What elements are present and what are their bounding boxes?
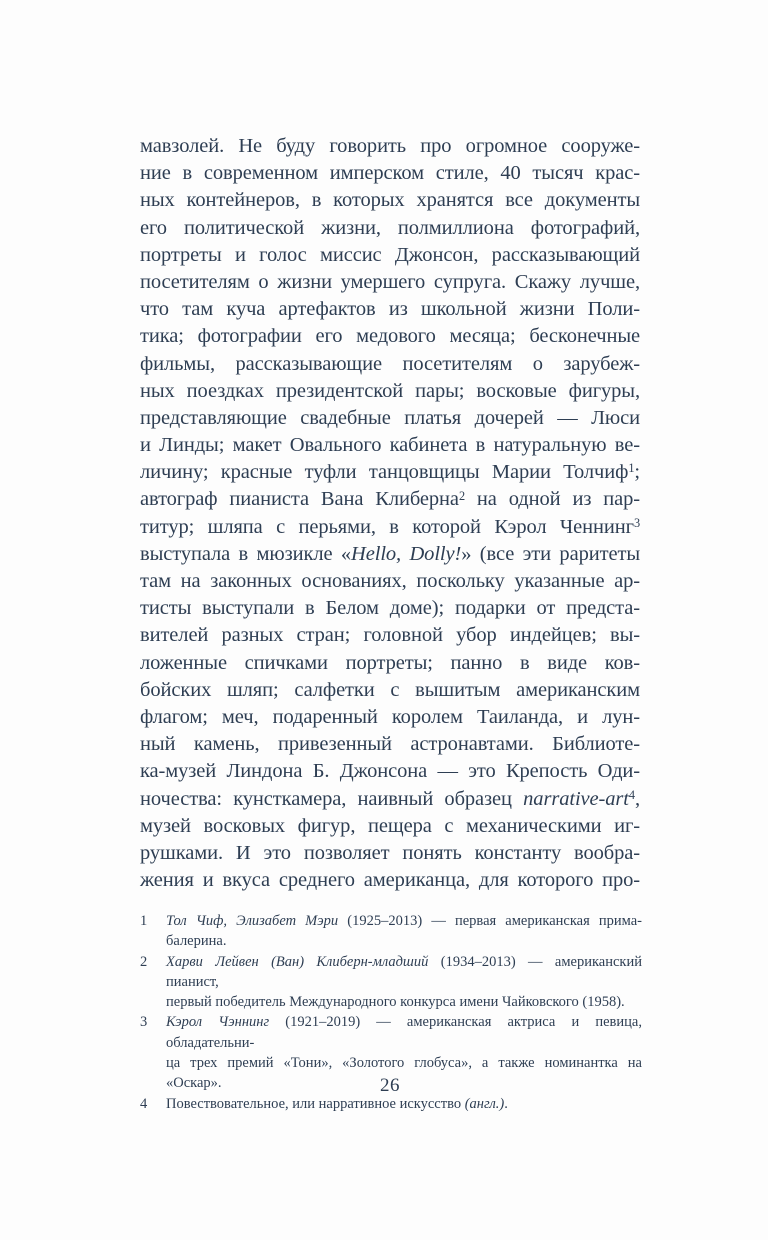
footnote-number: 2 <box>140 953 148 970</box>
text-run: рушками. И это позволяет понять константу вообра- <box>140 841 640 864</box>
text-run: музей восковых фигур, пещера с механическими иг- <box>140 814 640 837</box>
body-line <box>140 758 640 785</box>
text-run: личину; красные туфли танцовщицы Марии Толчиф <box>140 461 629 484</box>
text-run: (1934–2013) — американский пианист, <box>166 953 642 990</box>
text-run: тисты выступали в Белом доме); подарки от предста- <box>140 597 640 620</box>
footnote-text <box>166 911 642 952</box>
text-run: фильмы, рассказывающие посетителям о зарубеж- <box>140 352 640 375</box>
footnote-row <box>140 911 642 952</box>
body-line <box>140 731 640 758</box>
body-line <box>140 813 640 840</box>
text-run: титур; шляпа с перьями, в которой Кэрол Ченнинг <box>140 515 634 538</box>
text-run: ных контейнеров, в которых хранятся все документы <box>140 189 640 212</box>
text-run: . <box>504 1095 508 1112</box>
text-run: вителей разных стран; головной убор индейцев; вы- <box>140 624 640 647</box>
text-run: портреты и голос миссис Джонсон, рассказывающий <box>140 243 640 266</box>
footnote-number: 4 <box>140 1095 148 1112</box>
body-line <box>140 133 640 160</box>
footnote-marker: 2 <box>458 488 465 503</box>
footnote-line <box>166 1012 642 1053</box>
italic-run: Харви Лейвен (Ван) Клиберн-младший <box>166 953 429 970</box>
text-run: что там куча артефактов из школьной жизни Поли- <box>140 298 640 321</box>
text-run: тика; фотографии его медового месяца; бесконечные <box>140 325 640 348</box>
body-line <box>140 514 640 541</box>
body-line <box>140 160 640 187</box>
text-run: ложенные спичками портреты; панно в виде ков- <box>140 651 640 674</box>
text-run: ка-музей Линдона Б. Джонсона — это Крепость Оди- <box>140 760 640 783</box>
body-line <box>140 650 640 677</box>
body-line <box>140 432 640 459</box>
text-run: посетителям о жизни умершего супруга. Скажу лучше, <box>140 270 640 293</box>
body-line <box>140 704 640 731</box>
body-line <box>140 622 640 649</box>
italic-run: (англ.) <box>464 1095 505 1112</box>
footnote-marker: 4 <box>628 787 635 802</box>
footnote-text <box>166 952 642 1013</box>
page-number: 26 <box>380 1075 400 1096</box>
text-run: , <box>634 787 640 810</box>
text-run: ние в современном имперском стиле, 40 тысяч крас- <box>140 162 640 185</box>
body-line <box>140 323 640 350</box>
text-run: флагом; меч, подаренный королем Таиланда, и лун- <box>140 705 640 728</box>
text-run: представляющие свадебные платья дочерей — Люси <box>140 406 640 429</box>
body-line <box>140 595 640 622</box>
body-line <box>140 351 640 378</box>
text-run: ночества: кунсткамера, наивный образец <box>140 787 524 810</box>
text-run: автограф пианиста Вана Клиберна <box>140 488 459 511</box>
body-line <box>140 187 640 214</box>
text-run: (1925–2013) — первая американская прима-балерина. <box>166 913 642 950</box>
body-line <box>140 677 640 704</box>
text-run: его политической жизни, полмиллиона фотографий, <box>140 216 640 239</box>
text-run: ца трех премий «Тони», «Золотого глобуса», а также номинантка на «Оскар». <box>166 1055 642 1092</box>
text-run: » (все эти раритеты <box>461 542 640 565</box>
text-run: ; <box>634 461 640 484</box>
body-line <box>140 215 640 242</box>
body-text <box>140 133 640 894</box>
italic-run: Тол Чиф, Элизабет Мэри <box>166 913 339 929</box>
footnote-marker: 3 <box>633 515 640 530</box>
italic-run: Кэрол Чэннинг <box>166 1014 270 1031</box>
body-line <box>140 296 640 323</box>
text-run: первый победитель Международного конкурса имени Чайковского (1958). <box>166 994 625 1011</box>
footnote-number: 3 <box>140 1014 148 1031</box>
footnote-marker: 1 <box>628 461 635 476</box>
body-line <box>140 486 640 513</box>
text-run: жения и вкуса среднего американца, для которого про- <box>140 869 640 892</box>
footnote-line <box>166 952 642 993</box>
body-line <box>140 269 640 296</box>
italic-run: Hello, Dolly! <box>351 542 462 565</box>
footnote-number: 1 <box>140 913 148 929</box>
body-line <box>140 405 640 432</box>
text-run: там на законных основаниях, поскольку указанные ар- <box>140 570 640 592</box>
text-run: выступала в мюзикле « <box>140 542 352 565</box>
body-line <box>140 786 640 813</box>
text-run: (1921–2019) — американская актриса и певица, обладательни- <box>166 1014 642 1051</box>
italic-run: narrative-art <box>523 787 629 810</box>
body-line <box>140 568 640 595</box>
text-run: мавзолей. Не буду говорить про огромное сооруже- <box>140 135 640 157</box>
body-line <box>140 867 640 894</box>
text-run: ных поездках президентской пары; восковые фигуры, <box>140 379 640 402</box>
text-run: Повествовательное, или нарративное искусство <box>166 1095 465 1112</box>
text-run: на одной из пар- <box>465 488 640 511</box>
body-line <box>140 378 640 405</box>
text-run: бойских шляп; салфетки с вышитым американским <box>140 678 640 701</box>
footnote-row <box>140 952 642 1013</box>
body-line <box>140 242 640 269</box>
footnote-line <box>166 992 642 1012</box>
body-line <box>140 840 640 867</box>
text-run: ный камень, привезенный астронавтами. Библиоте- <box>140 733 640 756</box>
footnote-line <box>166 911 642 952</box>
body-line <box>140 459 640 486</box>
text-run: и Линды; макет Овального кабинета в натуральную ве- <box>140 434 640 457</box>
body-line <box>140 541 640 568</box>
